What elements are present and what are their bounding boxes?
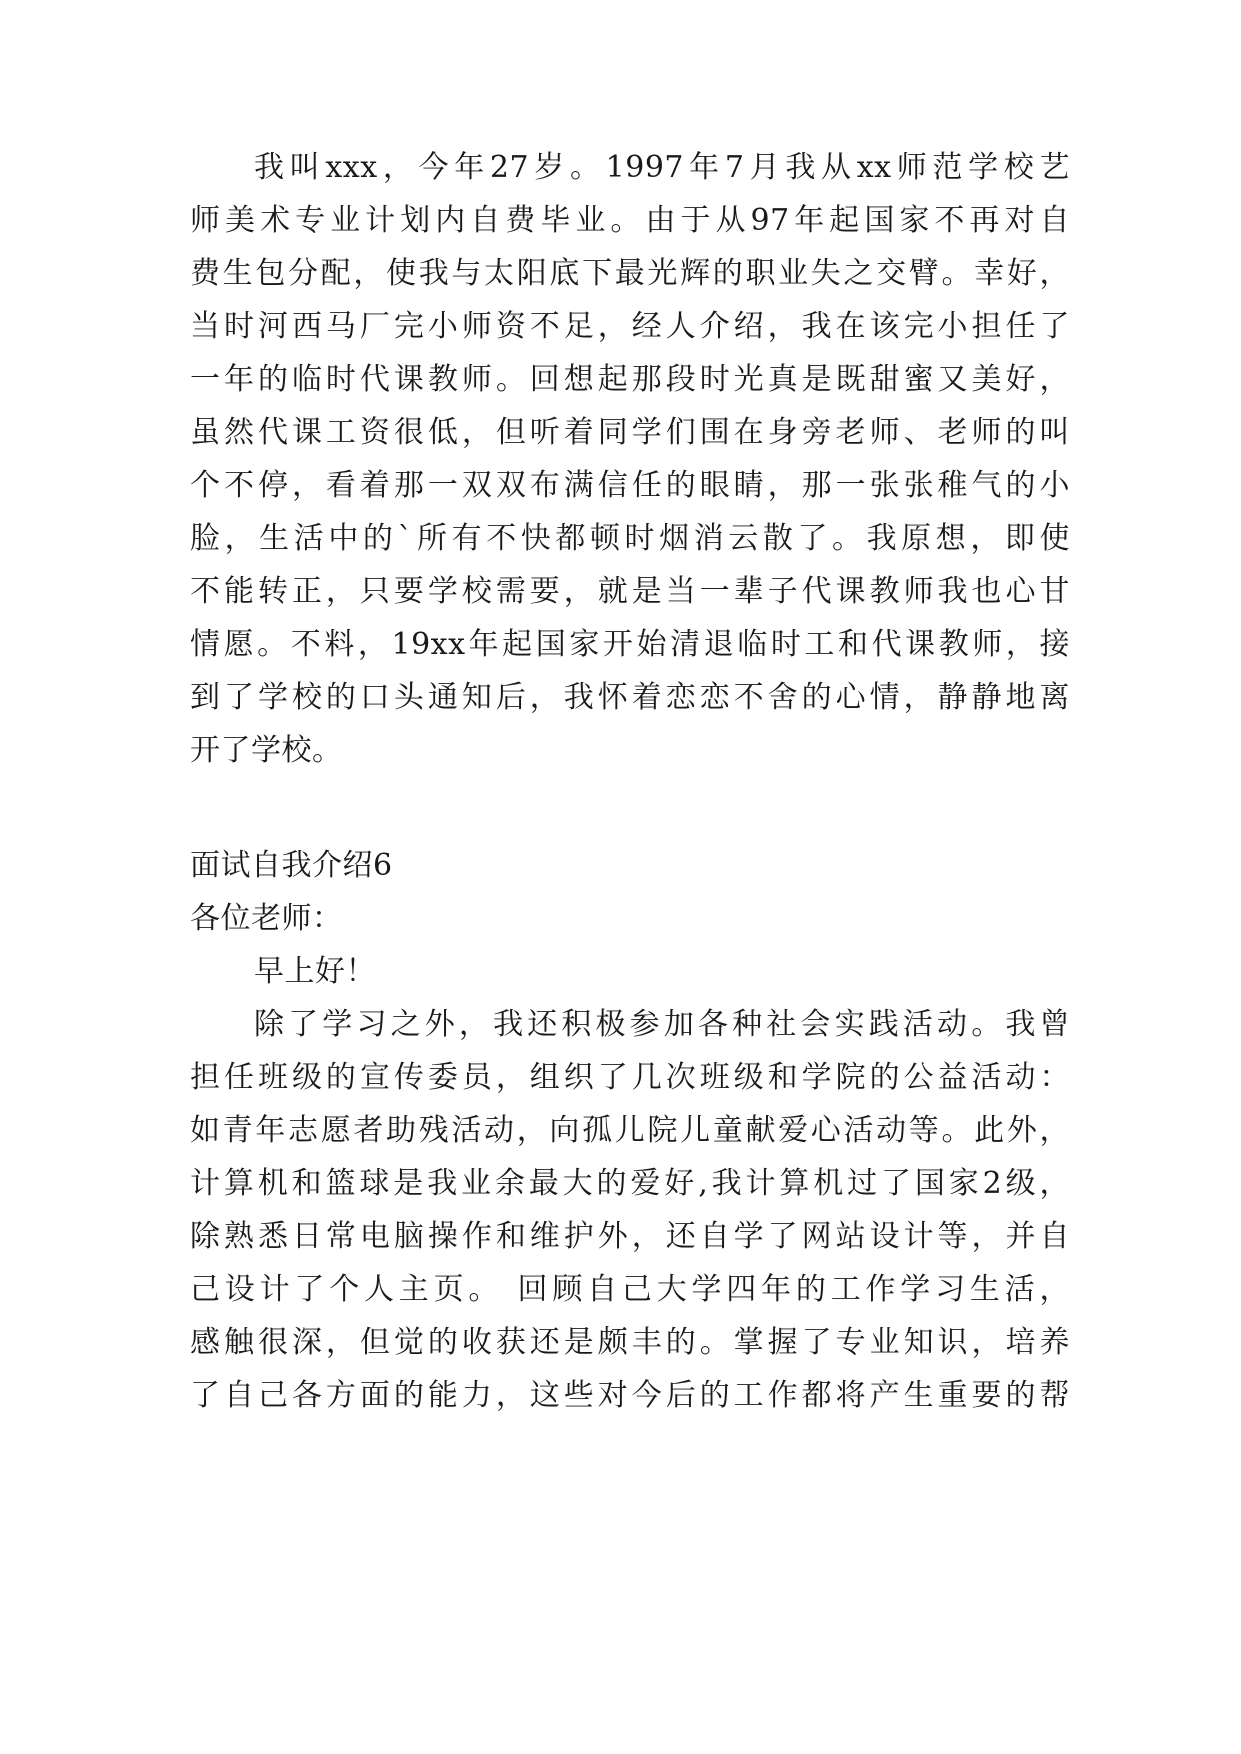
paragraph-1-line: 脸，生活中的`所有不快都顿时烟消云散了。我原想，即使 xyxy=(190,521,1070,556)
paragraph-2-line: 如青年志愿者助残活动，向孤儿院儿童献爱心活动等。此外， xyxy=(190,1113,1070,1148)
greeting: 早上好！ xyxy=(254,954,376,989)
paragraph-1-line: 情愿。不料，19xx年起国家开始清退临时工和代课教师，接 xyxy=(190,627,1070,662)
paragraph-1-line: 不能转正，只要学校需要，就是当一辈子代课教师我也心甘 xyxy=(190,574,1070,609)
salutation: 各位老师： xyxy=(190,901,343,936)
section-heading: 面试自我介绍6 xyxy=(190,848,393,883)
paragraph-2-line: 除熟悉日常电脑操作和维护外，还自学了网站设计等，并自 xyxy=(190,1219,1070,1254)
paragraph-1-line: 虽然代课工资很低，但听着同学们围在身旁老师、老师的叫 xyxy=(190,415,1070,450)
paragraph-2-line: 除了学习之外，我还积极参加各种社会实践活动。我曾 xyxy=(254,1007,1070,1042)
paragraph-2-line: 感触很深，但觉的收获还是颇丰的。掌握了专业知识，培养 xyxy=(190,1325,1070,1360)
paragraph-1-line: 开了学校。 xyxy=(190,733,343,768)
paragraph-2-line: 计算机和篮球是我业余最大的爱好,我计算机过了国家2级， xyxy=(190,1166,1070,1201)
paragraph-1-line: 个不停，看着那一双双布满信任的眼睛，那一张张稚气的小 xyxy=(190,468,1070,503)
paragraph-2-line: 己设计了个人主页。 回顾自己大学四年的工作学习生活， xyxy=(190,1272,1070,1307)
paragraph-2-line: 担任班级的宣传委员，组织了几次班级和学院的公益活动： xyxy=(190,1060,1070,1095)
paragraph-1-line: 费生包分配，使我与太阳底下最光辉的职业失之交臂。幸好， xyxy=(190,256,1070,291)
paragraph-1-line: 师美术专业计划内自费毕业。由于从97年起国家不再对自 xyxy=(190,203,1070,238)
paragraph-1-line: 一年的临时代课教师。回想起那段时光真是既甜蜜又美好， xyxy=(190,362,1070,397)
paragraph-1-line: 我叫xxx，今年27岁。1997年7月我从xx师范学校艺 xyxy=(254,150,1070,185)
paragraph-1-line: 到了学校的口头通知后，我怀着恋恋不舍的心情，静静地离 xyxy=(190,680,1070,715)
paragraph-2-line: 了自己各方面的能力，这些对今后的工作都将产生重要的帮 xyxy=(190,1378,1070,1413)
paragraph-1-line: 当时河西马厂完小师资不足，经人介绍，我在该完小担任了 xyxy=(190,309,1070,344)
